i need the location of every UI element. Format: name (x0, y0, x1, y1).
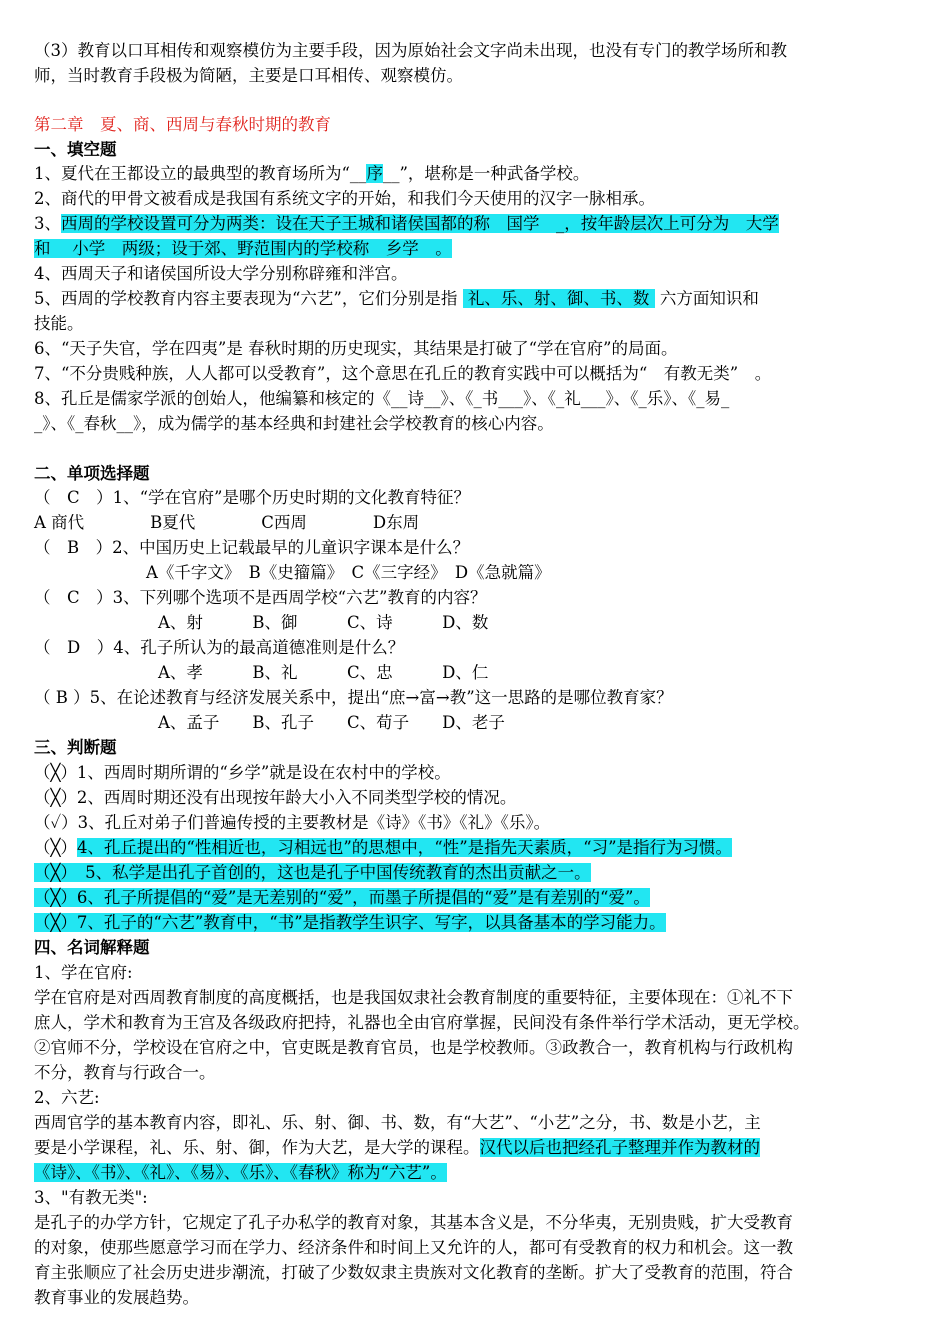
question-text: __”，堪称是一种武备学校。 (382, 164, 590, 183)
term-body-line: 不分，教育与行政合一。 (34, 1063, 216, 1082)
question-line: （╳）2、西周时期还没有出现按年龄大小入不同类型学校的情况。 (34, 788, 517, 807)
term-body-line: 庶人，学术和教育为王宫及各级政府把持，礼器也全由官府掌握，民间没有条件举行学术活动，更无学校。 (34, 1013, 810, 1032)
highlighted-text: （╳） 5、私学是出孔子首创的，这也是孔子中国传统教育的杰出贡献之一。 (34, 863, 591, 882)
question-line: （ C ）1、“学在官府”是哪个历史时期的文化教育特征？ (34, 488, 470, 507)
question-line (34, 837, 732, 861)
highlighted-text: 《诗》、《书》、《礼》、《易》、《乐》、《春秋》称为“六艺”。 (34, 1163, 447, 1182)
question-line: （ B ）5、在论述教育与经济发展关系中，提出“庶→富→教”这一思路的是哪位教育家？ (34, 688, 673, 707)
term-body-line: 育主张顺应了社会历史进步潮流，打破了少数奴隶主贵族对文化教育的垄断。扩大了受教育的范围，符合 (34, 1263, 793, 1282)
options-line: A 商代 B夏代 C西周 D东周 (34, 513, 420, 532)
question-text: 1、夏代在王都设立的最典型的教育场所为“__ (34, 164, 367, 183)
term-body-line: 西周官学的基本教育内容，即礼、乐、射、御、书、数，有“大艺”、“小艺”之分，书、数是小艺，主 (34, 1113, 761, 1132)
section-heading-single-choice: 二、单项选择题 (34, 464, 150, 483)
question-line (34, 912, 666, 936)
question-line: 2、商代的甲骨文被看成是我国有系统文字的开始，和我们今天使用的汉字一脉相承。 (34, 189, 655, 208)
question-line (34, 213, 779, 237)
section-heading-fill-blank: 一、填空题 (34, 140, 117, 159)
term-body-line: 教育事业的发展趋势。 (34, 1288, 199, 1307)
question-line: （ B ）2、中国历史上记载最早的儿童识字课本是什么？ (34, 538, 470, 557)
question-line: （ D ）4、孔子所认为的最高道德准则是什么？ (34, 638, 405, 657)
section-heading-true-false: 三、判断题 (34, 738, 117, 757)
options-line: A、孟子 B、孔子 C、荀子 D、老子 (158, 713, 505, 732)
question-line (34, 887, 650, 911)
highlighted-text: （╳）6、孔子所提倡的“爱”是无差别的“爱”，而墨子所提倡的“爱”是有差别的“爱”。 (34, 888, 650, 907)
term-body-line: 的对象，使那些愿意学习而在学力、经济条件和时间上又允许的人，都可有受教育的权力和机会。这一教 (34, 1238, 793, 1257)
intro-line: （3）教育以口耳相传和观察模仿为主要手段，因为原始社会文字尚未出现，也没有专门的教学场所和教 (34, 41, 787, 60)
term-title: 2、六艺: (34, 1088, 100, 1107)
question-number: 3、 (34, 214, 61, 233)
highlighted-text: 和 小学 两级；设于郊、野范围内的学校称 乡学 。 (34, 239, 452, 258)
question-line (34, 862, 591, 886)
question-text: 5、西周的学校教育内容主要表现为“六艺”，它们分别是指 (34, 289, 463, 308)
question-line (34, 288, 759, 312)
term-body-line (34, 1137, 760, 1161)
question-line: （✓）3、孔丘对弟子们普遍传授的主要教材是《诗》《书》《礼》《乐》。 (34, 813, 551, 832)
options-line: A、孝 B、礼 C、忠 D、仁 (158, 663, 489, 682)
question-line: 技能。 (34, 314, 84, 333)
term-body-line: 学在官府是对西周教育制度的高度概括，也是我国奴隶社会教育制度的重要特征，主要体现在：①礼不下 (34, 988, 793, 1007)
term-title: 3、"有教无类": (34, 1188, 148, 1207)
highlighted-answer: 礼、乐、射、御、书、数 (462, 289, 655, 308)
term-body-line: ②官师不分，学校设在官府之中，官吏既是教育官员，也是学校教师。③政教合一，教育机构与行政机构 (34, 1038, 793, 1057)
highlighted-text: 汉代以后也把经孔子整理并作为教材的 (479, 1138, 760, 1157)
question-line (34, 163, 589, 187)
question-line (34, 238, 452, 262)
term-body-line (34, 1162, 447, 1186)
question-text: 六方面知识和 (654, 289, 759, 308)
term-title: 1、学在官府: (34, 963, 133, 982)
chapter-title: 第二章 夏、商、西周与春秋时期的教育 (34, 115, 331, 134)
highlighted-text: （╳）7、孔子的“六艺”教育中，“书”是指教学生识字、写字，以具备基本的学习能力。 (34, 913, 666, 932)
question-line: 8、孔丘是儒家学派的创始人，他编纂和核定的《__诗__》、《_书___》、《_礼___》、《_乐》、《_易_ (34, 389, 730, 408)
answer-mark: （╳） (34, 838, 77, 857)
options-line: A、射 B、御 C、诗 D、数 (158, 613, 489, 632)
question-line: 7、“不分贵贱种族，人人都可以受教育”，这个意思在孔丘的教育实践中可以概括为“ 有教无类” 。 (34, 364, 772, 383)
term-text: 要是小学课程，礼、乐、射、御，作为大艺，是大学的课程。 (34, 1138, 480, 1157)
term-body-line: 是孔子的办学方针，它规定了孔子办私学的教育对象，其基本含义是，不分华夷，无别贵贱，扩大受教育 (34, 1213, 793, 1232)
section-heading-terms: 四、名词解释题 (34, 938, 150, 957)
question-line: （ C ）3、下列哪个选项不是西周学校“六艺”教育的内容？ (34, 588, 487, 607)
question-line: 6、“天子失官，学在四夷”是 春秋时期的历史现实，其结果是打破了“学在官府”的局面。 (34, 339, 678, 358)
question-line: （╳）1、西周时期所谓的“乡学”就是设在农村中的学校。 (34, 763, 451, 782)
highlighted-answer: 序 (366, 164, 383, 183)
highlighted-text: 4、孔丘提出的“性相近也，习相远也”的思想中，“性”是指先天素质，“习”是指行为习惯。 (76, 838, 733, 857)
intro-line: 师，当时教育手段极为简陋，主要是口耳相传、观察模仿。 (34, 66, 463, 85)
options-line: A《千字文》 B《史籀篇》 C《三字经》 D《急就篇》 (146, 563, 551, 582)
question-line: _》、《_春秋__》，成为儒学的基本经典和封建社会学校教育的核心内容。 (34, 414, 554, 433)
highlighted-text: 西周的学校设置可分为两类：设在天子王城和诸侯国都的称 国学 _，按年龄层次上可分为 大学 (61, 214, 779, 233)
question-line: 4、西周天子和诸侯国所设大学分别称辟雍和泮宫。 (34, 264, 408, 283)
